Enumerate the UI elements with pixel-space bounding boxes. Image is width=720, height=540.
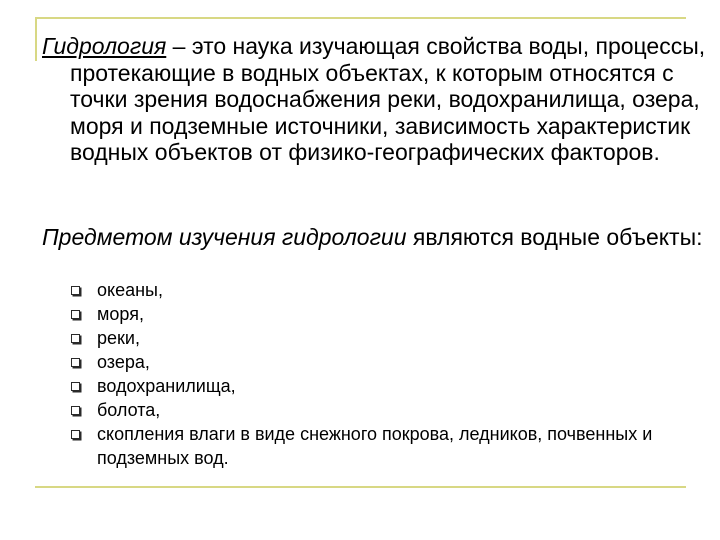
square-bullet-icon <box>71 430 80 439</box>
list-item <box>70 374 690 398</box>
definition-paragraph <box>42 33 720 166</box>
list-item-text: скопления влаги в виде снежного покрова, ледников, почвенных и подземных вод. <box>97 424 653 468</box>
water-objects-list <box>70 278 690 470</box>
list-item <box>70 398 690 422</box>
list-item <box>70 422 690 470</box>
list-item-text: океаны, <box>97 280 163 300</box>
list-item <box>70 326 690 350</box>
square-bullet-icon <box>71 286 80 295</box>
definition-text: – это наука изучающая свойства воды, процессы, протекающие в водных объектах, к которым относятся с точки зрения водоснабжения реки, водохранилища, озера, моря и подземные источники, зависимость характеристик водных объектов от физико-географических факторов. <box>70 33 706 165</box>
list-item-text: озера, <box>97 352 150 372</box>
list-item <box>70 278 690 302</box>
term-hydrology: Гидрология <box>42 33 167 59</box>
top-rule <box>35 17 686 19</box>
square-bullet-icon <box>71 334 80 343</box>
list-item-text: водохранилища, <box>97 376 236 396</box>
square-bullet-icon <box>71 310 80 319</box>
left-rule <box>35 17 37 61</box>
list-item-text: моря, <box>97 304 144 324</box>
term-subject: Предметом изучения гидрологии <box>42 224 407 250</box>
list-item <box>70 350 690 374</box>
square-bullet-icon <box>71 358 80 367</box>
subject-text: являются водные объекты: <box>406 224 703 250</box>
list-item-text: болота, <box>97 400 161 420</box>
square-bullet-icon <box>71 406 80 415</box>
list-item-text: реки, <box>97 328 140 348</box>
subject-paragraph <box>42 224 720 251</box>
bottom-rule <box>35 486 686 488</box>
square-bullet-icon <box>71 382 80 391</box>
list-item <box>70 302 690 326</box>
